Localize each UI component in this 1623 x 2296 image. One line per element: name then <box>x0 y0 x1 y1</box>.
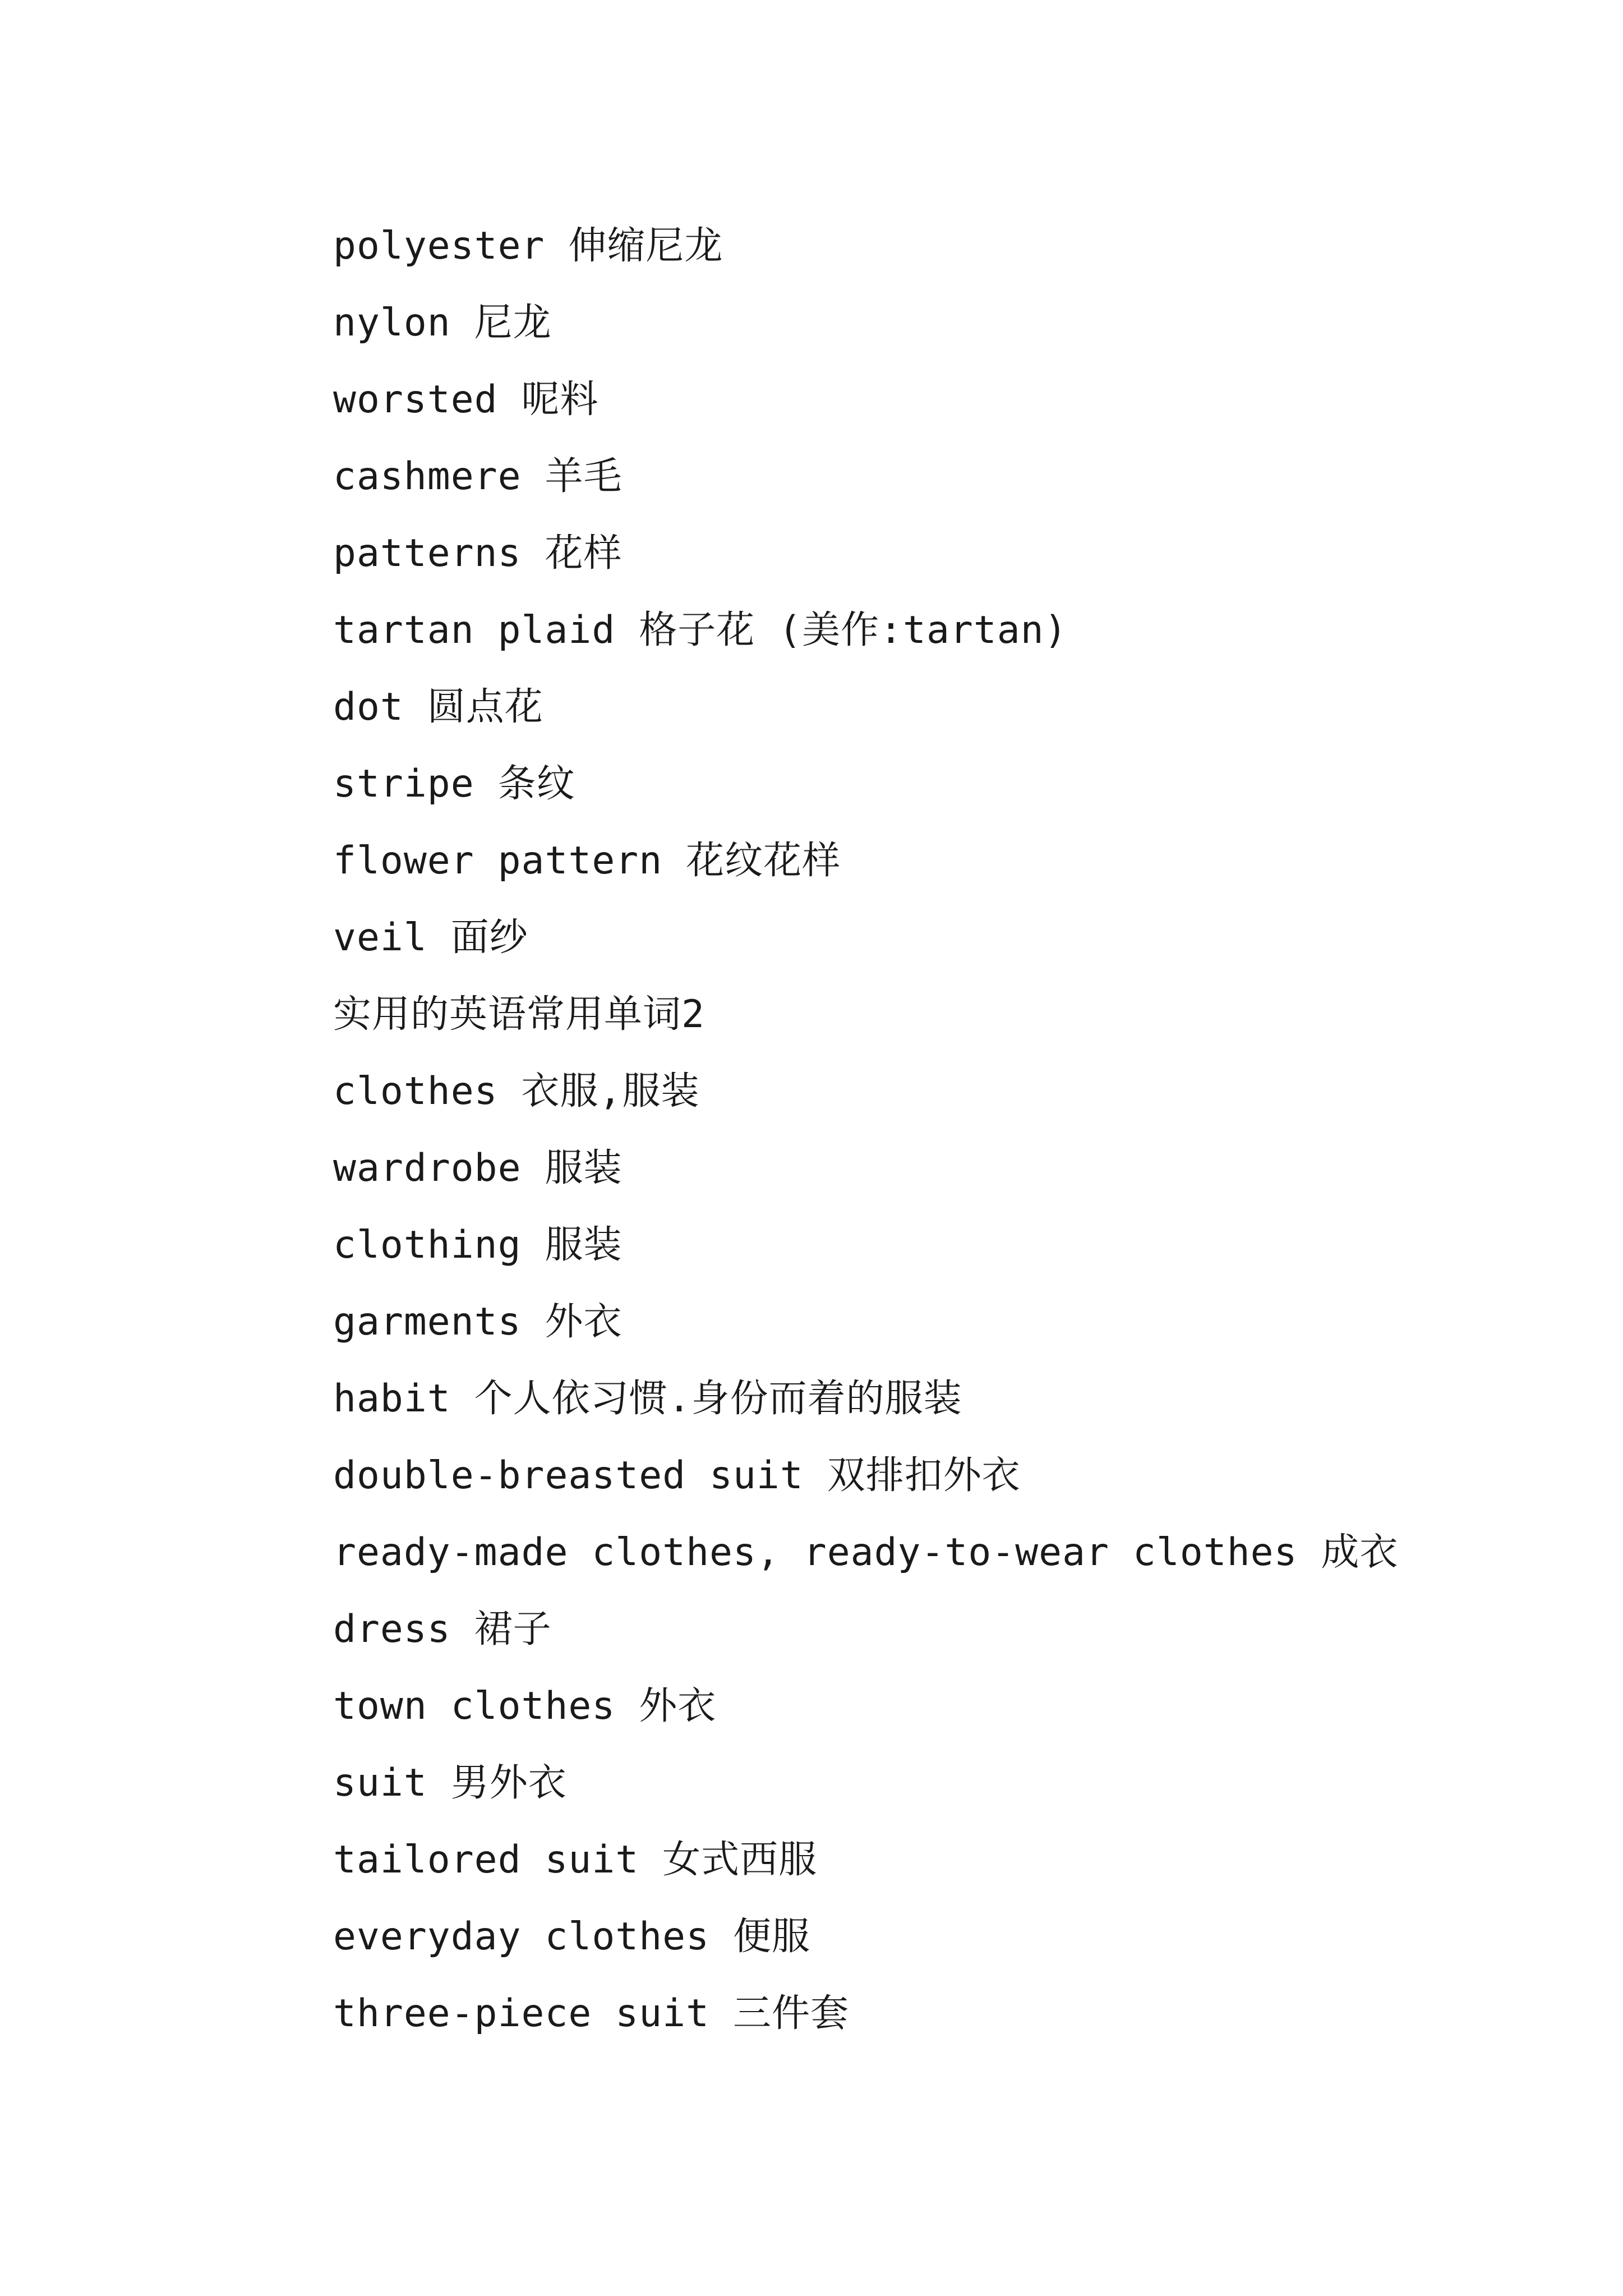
vocab-line: garments 外衣 <box>333 1300 623 1344</box>
vocabulary-list <box>333 208 1567 2052</box>
vocab-line: nylon 尼龙 <box>333 301 552 345</box>
vocab-line: stripe 条纹 <box>333 762 575 806</box>
vocab-line: double-breasted suit 双排扣外衣 <box>333 1453 1021 1498</box>
vocab-line: suit 男外衣 <box>333 1761 567 1805</box>
vocab-line: cashmere 羊毛 <box>333 454 623 499</box>
vocab-line: flower pattern 花纹花样 <box>333 839 841 883</box>
vocab-line: polyester 伸缩尼龙 <box>333 224 723 268</box>
vocab-line: habit 个人依习惯.身份而着的服装 <box>333 1377 962 1421</box>
vocab-line: patterns 花样 <box>333 531 623 576</box>
vocab-line: dot 圆点花 <box>333 685 543 729</box>
vocab-line: wardrobe 服装 <box>333 1146 623 1190</box>
vocab-line: town clothes 外衣 <box>333 1684 717 1728</box>
vocab-line: tartan plaid 格子花 (美作:tartan) <box>333 608 1068 652</box>
section-heading: 实用的英语常用单词2 <box>333 992 705 1037</box>
vocab-line: ready-made clothes, ready-to-wear clothes 成衣 <box>333 1530 1399 1575</box>
vocab-line: everyday clothes 便服 <box>333 1915 810 1959</box>
vocab-line: clothes 衣服,服装 <box>333 1069 700 1114</box>
vocab-line: three-piece suit 三件套 <box>333 1991 849 2036</box>
vocab-line: dress 裙子 <box>333 1607 552 1651</box>
vocab-line: tailored suit 女式西服 <box>333 1838 818 1882</box>
vocab-line: worsted 呢料 <box>333 378 599 422</box>
vocab-line: clothing 服装 <box>333 1223 623 1267</box>
vocab-line: veil 面纱 <box>333 915 528 960</box>
